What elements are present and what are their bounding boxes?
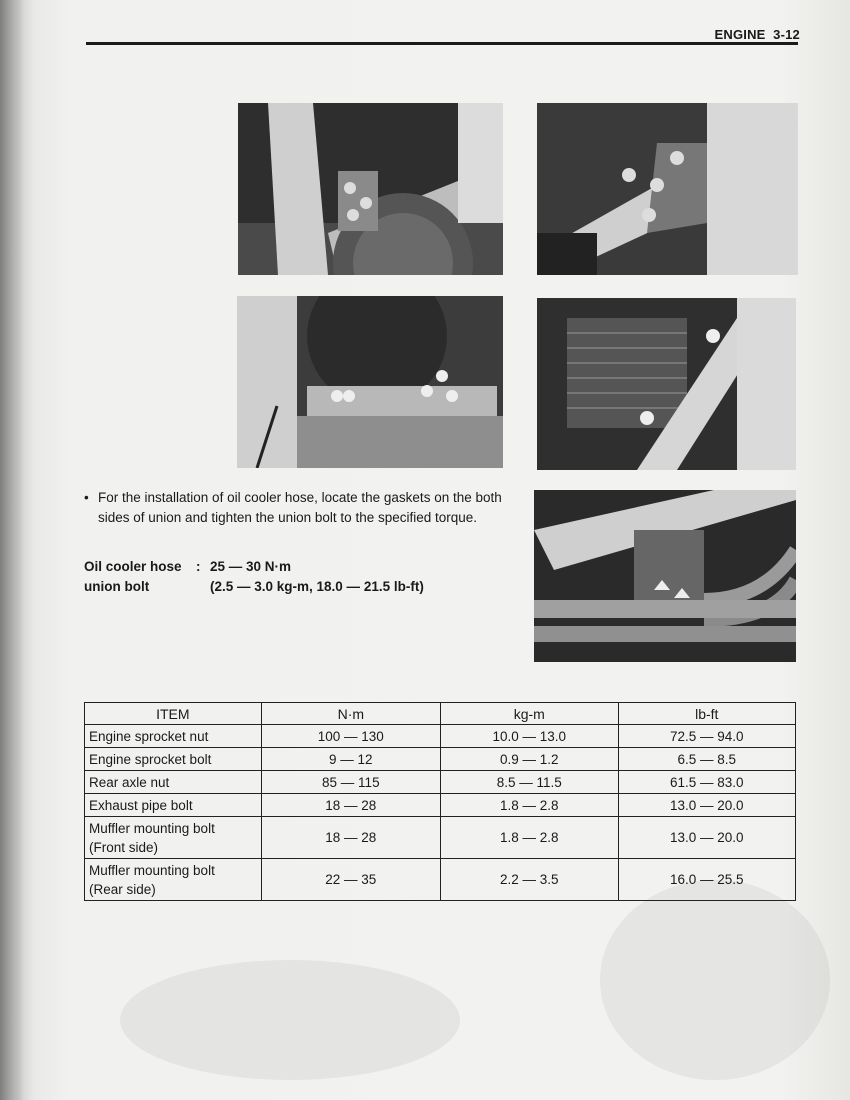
- item-cell: [85, 725, 262, 748]
- item-cell: [85, 748, 262, 771]
- photo-crankcase-bolts-left-middle: [237, 296, 503, 468]
- table-row: [85, 725, 796, 748]
- table-header-row: [85, 703, 796, 725]
- item-name: Engine sprocket bolt: [89, 751, 212, 767]
- table-row: [85, 794, 796, 817]
- table-row: [85, 748, 796, 771]
- nm-cell: 9 — 12: [261, 748, 440, 771]
- engine-photo-icon: [537, 103, 798, 275]
- kgm-cell: 0.9 — 1.2: [441, 748, 618, 771]
- photo-frame-bolts-right-upper: [537, 103, 798, 275]
- instruction-text: For the installation of oil cooler hose, locate the gaskets on the both sides of union and tighten the union bolt to the specified torque.: [98, 490, 502, 525]
- photo-frame-mount-right-middle: [537, 298, 796, 470]
- item-name: Muffler mounting bolt: [89, 820, 215, 836]
- kgm-cell: 1.8 — 2.8: [441, 817, 618, 859]
- nm-cell: 22 — 35: [261, 859, 440, 901]
- item-name: Muffler mounting bolt: [89, 862, 215, 878]
- lbft-cell: 13.0 — 20.0: [618, 794, 796, 817]
- kgm-cell: 8.5 — 11.5: [441, 771, 618, 794]
- lbft-cell: 16.0 — 25.5: [618, 859, 796, 901]
- page-header: [715, 27, 801, 42]
- column-header-nm: N·m: [261, 703, 440, 725]
- lbft-cell: 13.0 — 20.0: [618, 817, 796, 859]
- spec-label-line1: Oil cooler hose: [84, 559, 182, 574]
- item-side: (Rear side): [89, 881, 156, 897]
- spec-label-line2: union bolt: [84, 579, 150, 594]
- item-name: Exhaust pipe bolt: [89, 797, 193, 813]
- table-row: [85, 817, 796, 859]
- engine-photo-icon: [237, 296, 503, 468]
- column-header-kgm: kg-m: [441, 703, 618, 725]
- table-row: [85, 859, 796, 901]
- page-number: 3-12: [773, 27, 800, 42]
- item-name: Rear axle nut: [89, 774, 170, 790]
- spec-value-line2: (2.5 — 3.0 kg-m, 18.0 — 21.5 lb-ft): [210, 579, 424, 594]
- kgm-cell: 1.8 — 2.8: [441, 794, 618, 817]
- page-smudge: [600, 880, 830, 1080]
- lbft-cell: 61.5 — 83.0: [618, 771, 796, 794]
- engine-photo-icon: [238, 103, 503, 275]
- item-cell: [85, 859, 262, 901]
- spec-value-line1: 25 — 30 N·m: [210, 559, 292, 574]
- header-rule: [86, 42, 798, 45]
- kgm-cell: 2.2 — 3.5: [441, 859, 618, 901]
- page-fold-shadow: [0, 0, 24, 1100]
- kgm-cell: 10.0 — 13.0: [441, 725, 618, 748]
- lbft-cell: 6.5 — 8.5: [618, 748, 796, 771]
- nm-cell: 85 — 115: [261, 771, 440, 794]
- nm-cell: 18 — 28: [261, 794, 440, 817]
- item-cell: [85, 794, 262, 817]
- nm-cell: 100 — 130: [261, 725, 440, 748]
- lbft-cell: 72.5 — 94.0: [618, 725, 796, 748]
- photo-exhaust-pipes-right-lower: [534, 490, 796, 662]
- table-row: [85, 771, 796, 794]
- spec-separator: :: [196, 559, 201, 574]
- column-header-lbft: lb-ft: [618, 703, 796, 725]
- item-side: (Front side): [89, 839, 159, 855]
- item-cell: [85, 817, 262, 859]
- instruction-note: [84, 488, 514, 528]
- torque-spec: [84, 557, 424, 597]
- engine-photo-icon: [534, 490, 796, 662]
- item-name: Engine sprocket nut: [89, 728, 209, 744]
- section-title: ENGINE: [714, 27, 766, 42]
- nm-cell: 18 — 28: [261, 817, 440, 859]
- torque-table: [84, 702, 796, 901]
- photo-oil-cooler-union-left-upper: [238, 103, 503, 275]
- bullet: •: [84, 490, 89, 505]
- engine-photo-icon: [537, 298, 796, 470]
- item-cell: [85, 771, 262, 794]
- page-smudge: [120, 960, 460, 1080]
- column-header-item: ITEM: [85, 703, 262, 725]
